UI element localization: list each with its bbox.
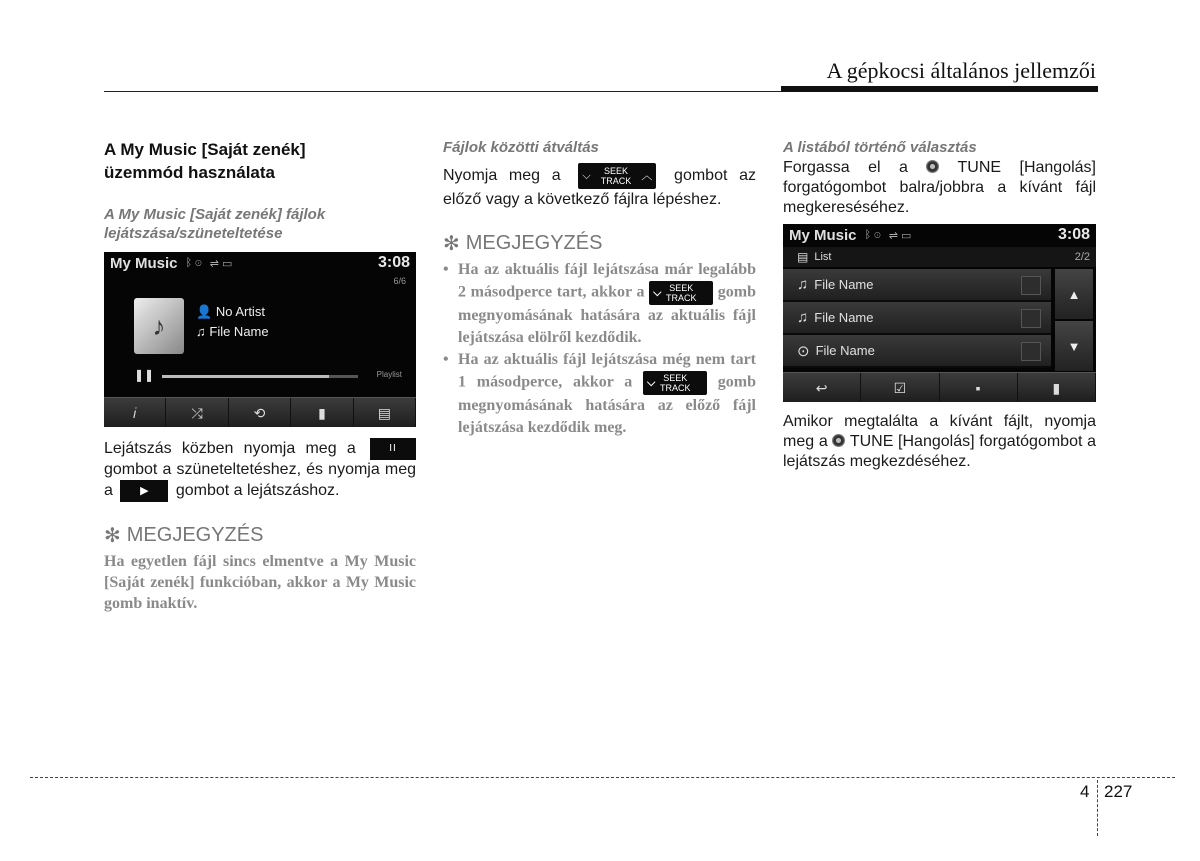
bluetooth-icon: ᛒ ⊙ — [185, 257, 202, 269]
list-control-bar — [783, 372, 1096, 402]
checkbox[interactable] — [1021, 309, 1041, 328]
running-header: A gépkocsi általános jellemzői — [826, 58, 1096, 83]
checkbox[interactable] — [1021, 276, 1041, 295]
play-circle-icon: ⊙ — [797, 342, 810, 360]
page-number: 227 — [1104, 782, 1133, 801]
file-line — [196, 324, 269, 339]
list-item[interactable]: ♫ File Name — [783, 302, 1051, 335]
scroll-down-button[interactable]: ▼ — [1055, 321, 1093, 371]
screen-status-bar — [104, 252, 416, 274]
back-icon[interactable]: ↩ — [783, 373, 861, 402]
note-bullet-1: • Ha az aktuális fájl lejátszása már legalább 2 másodperce tart, akkor a ⌵ SEEK TRACK gomb megnyomásának hatására az aktuális fájl lejátszása elölről kezdődik. — [443, 259, 756, 349]
screen-title: My Music — [110, 254, 178, 272]
note-bullet-2: • Ha az aktuális fájl lejátszása még nem tart 1 másodperce, akkor a ⌵ SEEK TRACK gomb megnyomásának hatására az előző fájl lejátszása kezdődik meg. — [443, 349, 756, 439]
asterisk-icon: ✻ — [104, 525, 121, 547]
list-item[interactable]: ⊙ File Name — [783, 335, 1051, 368]
screen-clock: 3:08 — [377, 254, 410, 271]
chevron-up-icon: ︿ — [641, 170, 653, 182]
progress-bar — [162, 375, 358, 378]
delete-icon[interactable]: ▮ — [291, 398, 353, 427]
list-item[interactable]: ♫ File Name — [783, 269, 1051, 302]
album-art-icon: ♪ — [134, 298, 184, 354]
file-name: File Name — [209, 324, 269, 339]
chevron-down-icon: ⌵ — [653, 287, 662, 299]
my-music-player-screen — [104, 252, 416, 427]
list-icon[interactable]: ▤ — [354, 398, 416, 427]
repeat-icon[interactable]: ⟲ — [229, 398, 291, 427]
seek-track-button: ⌵ SEEK TRACK ︿ — [578, 163, 656, 189]
usb-icon: ⇌ ▭ — [888, 229, 912, 242]
artist-name: No Artist — [215, 304, 265, 319]
select-all-icon[interactable]: ▪ — [940, 373, 1018, 402]
note-heading-1: ✻ MEGJEGYZÉS — [104, 524, 264, 547]
note-heading-2: ✻ MEGJEGYZÉS — [443, 232, 603, 255]
pause-button: II — [370, 438, 416, 460]
music-note-icon: ♫ — [196, 324, 206, 339]
subsection-heading: Fájlok közötti átváltás — [443, 139, 599, 156]
usb-icon: ⇌ ▭ — [209, 257, 233, 270]
seek-paragraph: Nyomja meg a ⌵ SEEK TRACK ︿ gombot az előző vagy a következő fájlra lépéshez. — [443, 163, 756, 211]
shuffle-icon[interactable]: ⤮ — [166, 398, 228, 427]
asterisk-icon: ✻ — [443, 233, 460, 255]
header-rule-thick — [781, 86, 1098, 92]
screen-status-bar — [783, 224, 1096, 246]
file-list — [783, 269, 1051, 368]
person-icon: 👤 — [196, 304, 213, 319]
play-button: ▶ — [120, 480, 168, 502]
play-pause-paragraph: Lejátszás közben nyomja meg a II gombot a szüneteltetéshez, és nyomja meg a ▶ gombot a lejátszáshoz. — [104, 438, 416, 502]
tune-knob-icon — [832, 434, 845, 447]
music-note-icon: ♫ — [797, 309, 809, 326]
seek-down-button: ⌵ SEEK TRACK — [643, 371, 707, 395]
screen-title: My Music — [789, 226, 857, 244]
music-note-icon: ♫ — [797, 276, 809, 293]
checkbox[interactable] — [1021, 342, 1041, 361]
bluetooth-icon: ᛒ ⊙ — [864, 229, 881, 241]
subsection-heading: A listából történő választás — [783, 139, 977, 156]
seek-down-button: ⌵ SEEK TRACK — [649, 281, 713, 305]
chevron-down-icon: ⌵ — [647, 377, 656, 389]
delete-icon[interactable]: ▮ — [1018, 373, 1096, 402]
list-label: List — [814, 251, 832, 263]
chevron-down-icon: ⌵ — [582, 170, 591, 182]
note-text-1: Ha egyetlen fájl sincs elmentve a My Music [Saját zenék] funkcióban, akkor a My Music gomb inaktív. — [104, 553, 416, 612]
tune-knob-icon — [926, 160, 939, 173]
pause-icon: ❚❚ — [134, 368, 155, 382]
subsection-heading: A My Music [Saját zenék] fájlok lejátszása/szüneteltetése — [104, 206, 326, 242]
tune-paragraph-2: Amikor megtalálta a kívánt fájlt, nyomja meg a TUNE [Hangolás] forgatógombot a lejátszás megkezdéséhez. — [783, 413, 1096, 470]
section-heading: A My Music [Saját zenék] üzemmód használata — [104, 140, 306, 182]
progress-fill — [162, 375, 329, 378]
list-page: 2/2 — [1074, 251, 1090, 263]
artist-line — [196, 304, 265, 320]
select-check-icon[interactable]: ☑ — [861, 373, 939, 402]
list-header — [783, 247, 1096, 267]
tune-paragraph-1: Forgassa el a TUNE [Hangolás] forgatógombot balra/jobbra a kívánt fájl megkereséséhez. — [783, 159, 1096, 216]
list-icon: ▤ — [797, 250, 809, 264]
footer-divider — [1097, 780, 1098, 836]
track-counter: 6/6 — [393, 276, 406, 286]
note-list-2 — [443, 259, 756, 439]
player-control-bar — [104, 397, 416, 427]
screen-clock: 3:08 — [1057, 226, 1090, 243]
footer-rule — [30, 777, 1175, 778]
playlist-label: Playlist — [376, 370, 402, 379]
chapter-number: 4 — [1080, 782, 1090, 801]
info-icon[interactable]: 𝑖 — [104, 398, 166, 427]
my-music-list-screen — [783, 224, 1096, 402]
scroll-up-button[interactable]: ▲ — [1055, 269, 1093, 319]
